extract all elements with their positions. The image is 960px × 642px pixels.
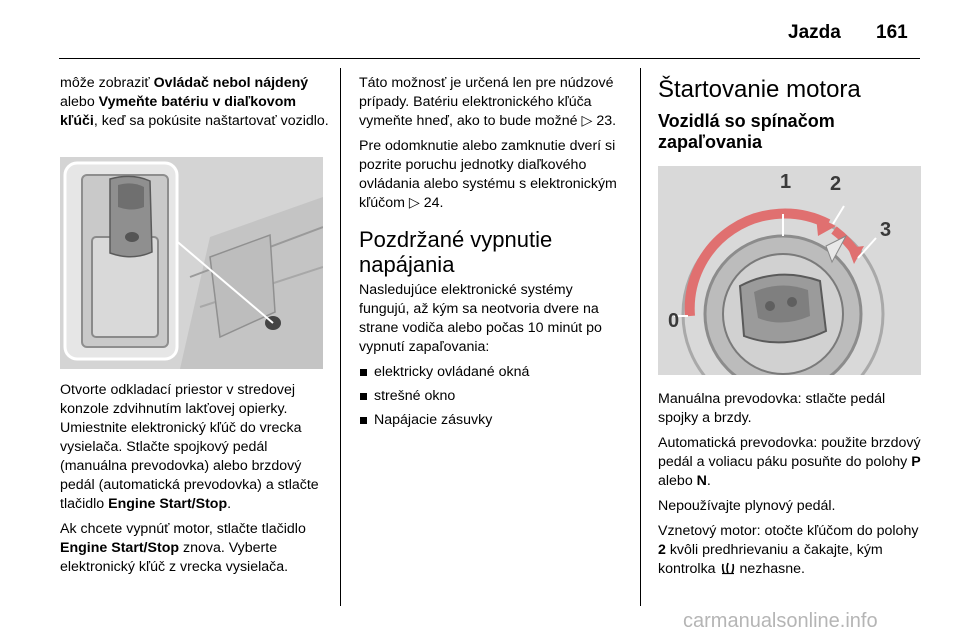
- page-reference-icon: ▷: [408, 195, 420, 211]
- list-item: elektricky ovládané okná: [359, 363, 627, 382]
- paragraph: Automatická prevodovka: použite brzdový pedál a voliacu páku posuňte do polohy P alebo N.: [658, 435, 921, 489]
- paragraph: Otvorte odkladací priestor v stredovej konzole zdvihnutím lakťovej opierky. Umiestnite elektronický kľúč do vrecka vysielača. Stlačte spojkový pedál (manuálna prevodovka) alebo brzdový pedál (automatická prevodovka) a stlačte tlačidlo Engine Start/Stop.: [60, 382, 319, 512]
- page-number: 161: [876, 22, 908, 43]
- paragraph: Nepoužívajte plynový pedál.: [658, 498, 836, 514]
- position-label-1: 1: [780, 171, 792, 193]
- page-reference[interactable]: 24: [423, 195, 440, 211]
- paragraph: Nasledujúce elektronické systémy fungujú, až kým sa neotvoria dvere na strane vodiča alebo počas 10 minút po vypnutí zapaľovania:: [359, 282, 602, 355]
- column-divider: [640, 68, 641, 606]
- page-reference-icon: ▷: [581, 113, 593, 129]
- header-rule: [59, 58, 920, 59]
- bullet-square-icon: [360, 417, 367, 424]
- column-right: [658, 76, 923, 163]
- watermark: carmanualsonline.info: [683, 610, 878, 632]
- list-item: strešné okno: [359, 387, 627, 406]
- column-left: [60, 74, 332, 137]
- glow-plug-indicator-icon: [720, 561, 736, 581]
- console-key-pocket-figure: [60, 157, 323, 369]
- bullet-square-icon: [360, 369, 367, 376]
- paragraph: môže zobraziť Ovládač nebol nájdený alebo Vymeňte batériu v diaľkovom kľúči, keď sa pokúsite naštartovať vozidlo.: [60, 75, 329, 129]
- bullet-square-icon: [360, 393, 367, 400]
- column-right-lower: [658, 390, 923, 587]
- paragraph: Táto možnosť je určená len pre núdzové prípady. Batériu elektronického kľúča vymeňte hneď, ako to bude možné ▷ 23.: [359, 75, 617, 129]
- subsection-heading: Vozidlá so spínačom zapaľovania: [658, 111, 835, 152]
- paragraph: Ak chcete vypnúť motor, stlačte tlačidlo Engine Start/Stop znova. Vyberte elektronický kľúč z vrecka vysielača.: [60, 521, 306, 575]
- paragraph: Pre odomknutie alebo zamknutie dverí si pozrite poruchu jednotky diaľkového ovládania alebo systému s elektronickým kľúčom ▷ 24.: [359, 138, 617, 211]
- column-left-lower: [60, 381, 332, 583]
- chapter-heading: Štartovanie motora: [658, 76, 861, 103]
- column-divider: [340, 68, 341, 606]
- running-header-title: Jazda: [788, 22, 841, 43]
- column-middle: [359, 74, 627, 435]
- paragraph: Vznetový motor: otočte kľúčom do polohy 2 kvôli predhrievaniu a čakajte, kým kontrolka nezhasne.: [658, 522, 923, 581]
- position-label-3: 3: [880, 219, 892, 241]
- position-label-2: 2: [830, 173, 842, 195]
- position-label-0: 0: [668, 310, 680, 332]
- bullet-list: [359, 363, 627, 430]
- section-heading: Pozdržané vypnutie napájania: [359, 227, 553, 277]
- ignition-switch-figure: [658, 166, 921, 375]
- paragraph: Manuálna prevodovka: stlačte pedál spojky a brzdy.: [658, 391, 886, 426]
- page-reference[interactable]: 23: [596, 113, 613, 129]
- list-item: Napájacie zásuvky: [359, 411, 627, 430]
